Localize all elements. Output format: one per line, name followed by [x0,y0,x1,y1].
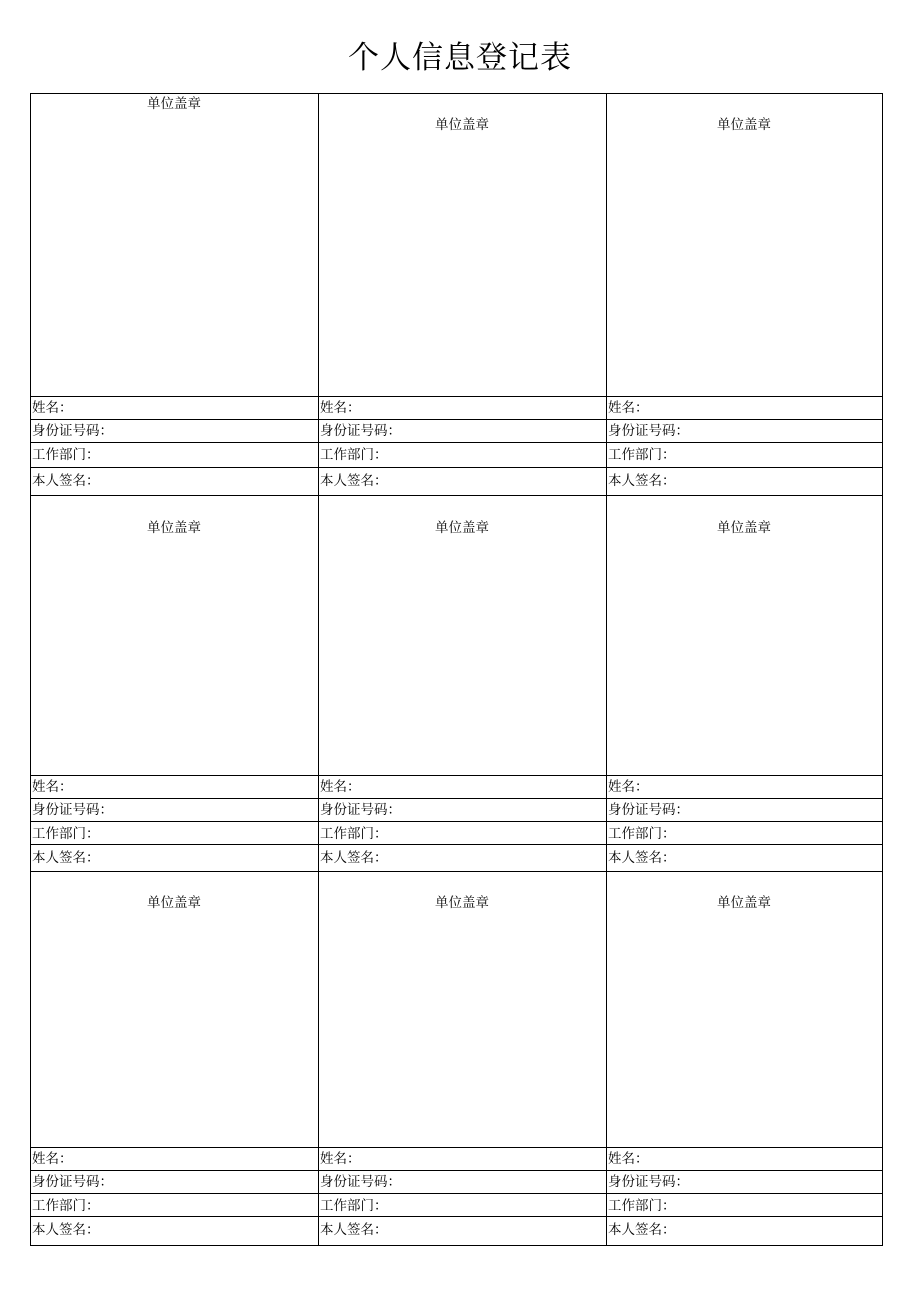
signature-field-label: 本人签名： [32,850,100,866]
id-number-field-label: 身份证号码： [32,802,113,818]
grid-line-horizontal [30,775,883,776]
stamp-label: 单位盖章 [147,96,201,112]
grid-line-horizontal [30,495,883,496]
name-field-label: 姓名： [608,400,649,416]
grid-line-vertical [318,871,319,1246]
name-field-label: 姓名： [320,400,361,416]
grid-line-horizontal [30,1245,883,1246]
grid-line-vertical [318,93,319,496]
id-number-field-label: 身份证号码： [320,423,401,439]
grid-line-vertical [882,495,883,872]
department-field-label: 工作部门： [320,826,388,842]
grid-line-horizontal [30,798,883,799]
grid-line-vertical [606,495,607,872]
grid-line-horizontal [30,442,883,443]
signature-field-label: 本人签名： [32,473,100,489]
stamp-label: 单位盖章 [717,117,771,133]
name-field-label: 姓名： [608,779,649,795]
signature-field-label: 本人签名： [320,473,388,489]
grid-line-horizontal [30,821,883,822]
grid-line-vertical [606,871,607,1246]
id-number-field-label: 身份证号码： [608,802,689,818]
department-field-label: 工作部门： [32,447,100,463]
signature-field-label: 本人签名： [32,1222,100,1238]
id-number-field-label: 身份证号码： [320,802,401,818]
grid-line-horizontal [30,1147,883,1148]
id-number-field-label: 身份证号码： [32,423,113,439]
stamp-label: 单位盖章 [435,520,489,536]
grid-line-horizontal [30,467,883,468]
name-field-label: 姓名： [32,400,73,416]
stamp-label: 单位盖章 [147,895,201,911]
department-field-label: 工作部门： [608,826,676,842]
stamp-label: 单位盖章 [717,895,771,911]
department-field-label: 工作部门： [320,1198,388,1214]
stamp-label: 单位盖章 [147,520,201,536]
grid-line-top [30,93,883,94]
name-field-label: 姓名： [608,1151,649,1167]
department-field-label: 工作部门： [32,826,100,842]
grid-line-vertical [606,93,607,496]
grid-line-horizontal [30,1170,883,1171]
name-field-label: 姓名： [320,779,361,795]
id-number-field-label: 身份证号码： [608,423,689,439]
department-field-label: 工作部门： [608,447,676,463]
grid-line-vertical [30,871,31,1246]
stamp-label: 单位盖章 [435,895,489,911]
id-number-field-label: 身份证号码： [32,1174,113,1190]
grid-line-vertical [318,495,319,872]
grid-line-vertical [30,93,31,496]
grid-line-vertical [30,495,31,872]
name-field-label: 姓名： [320,1151,361,1167]
signature-field-label: 本人签名： [320,1222,388,1238]
department-field-label: 工作部门： [32,1198,100,1214]
grid-line-horizontal [30,1216,883,1217]
signature-field-label: 本人签名： [608,850,676,866]
signature-field-label: 本人签名： [320,850,388,866]
department-field-label: 工作部门： [608,1198,676,1214]
stamp-label: 单位盖章 [435,117,489,133]
signature-field-label: 本人签名： [608,473,676,489]
stamp-label: 单位盖章 [717,520,771,536]
id-number-field-label: 身份证号码： [320,1174,401,1190]
department-field-label: 工作部门： [320,447,388,463]
grid-line-horizontal [30,1193,883,1194]
grid-line-horizontal [30,419,883,420]
grid-line-horizontal [30,844,883,845]
id-number-field-label: 身份证号码： [608,1174,689,1190]
page-title: 个人信息登记表 [348,40,572,76]
name-field-label: 姓名： [32,1151,73,1167]
grid-line-vertical [882,93,883,496]
name-field-label: 姓名： [32,779,73,795]
grid-line-horizontal [30,396,883,397]
signature-field-label: 本人签名： [608,1222,676,1238]
grid-line-horizontal [30,871,883,872]
grid-line-vertical [882,871,883,1246]
